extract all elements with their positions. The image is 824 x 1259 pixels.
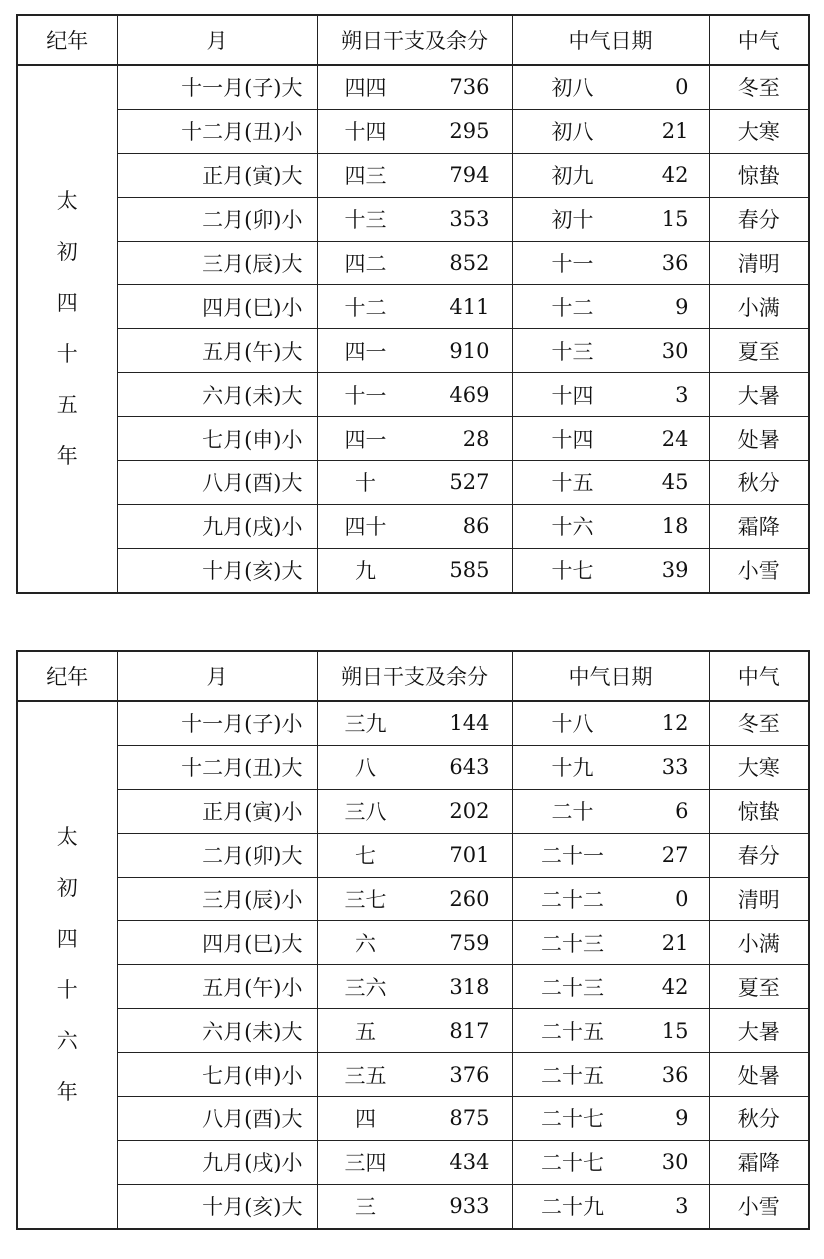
table-row xyxy=(17,65,809,109)
zhongqi-day: 初十 xyxy=(551,208,594,233)
year-char: 年 xyxy=(56,1079,78,1104)
shuo-remainder: 910 xyxy=(449,338,490,363)
table-row xyxy=(17,417,809,461)
shuo-ganzhi: 五 xyxy=(355,1019,376,1044)
zhongqi-date-wrap xyxy=(513,424,709,454)
zhongqi-remainder: 33 xyxy=(661,755,689,780)
zhongqi-day: 十四 xyxy=(551,427,594,452)
shuo-remainder: 434 xyxy=(449,1150,490,1175)
zhongqi-day: 十六 xyxy=(551,515,594,540)
zhongqi-date-wrap xyxy=(513,380,709,410)
shuo-cell xyxy=(317,329,512,373)
zhongqi-cell: 冬至 xyxy=(709,701,809,745)
shuo-wrap xyxy=(318,424,512,454)
zhongqi-remainder: 3 xyxy=(675,382,689,407)
table-row xyxy=(17,1097,809,1141)
zhongqi-date-cell xyxy=(512,921,709,965)
zhongqi-day: 初八 xyxy=(551,76,594,101)
shuo-ganzhi: 四四 xyxy=(344,76,387,101)
zhongqi-day: 十二 xyxy=(551,295,594,320)
shuo-remainder: 202 xyxy=(449,799,490,824)
zhongqi-remainder: 9 xyxy=(675,1106,689,1131)
zhongqi-cell: 处暑 xyxy=(709,417,809,461)
zhongqi-cell: 春分 xyxy=(709,197,809,241)
shuo-wrap xyxy=(318,840,512,870)
zhongqi-remainder: 36 xyxy=(661,1062,689,1087)
zhongqi-cell: 大暑 xyxy=(709,1009,809,1053)
shuo-cell xyxy=(317,285,512,329)
zhongqi-day: 十三 xyxy=(551,339,594,364)
shuo-wrap xyxy=(318,972,512,1002)
zhongqi-date-wrap xyxy=(513,160,709,190)
shuo-cell xyxy=(317,877,512,921)
month-cell: 四月(巳)小 xyxy=(117,285,317,329)
table-row xyxy=(17,1184,809,1228)
month-cell: 四月(巳)大 xyxy=(117,921,317,965)
zhongqi-date-wrap xyxy=(513,1060,709,1090)
zhongqi-date-wrap xyxy=(513,1103,709,1133)
month-cell: 十月(亥)大 xyxy=(117,548,317,592)
zhongqi-date-wrap xyxy=(513,1016,709,1046)
shuo-remainder: 701 xyxy=(449,843,490,868)
zhongqi-remainder: 39 xyxy=(661,558,689,583)
zhongqi-remainder: 30 xyxy=(661,338,689,363)
header-zhongqi-date: 中气日期 xyxy=(512,15,709,65)
month-cell: 正月(寅)小 xyxy=(117,789,317,833)
zhongqi-date-cell xyxy=(512,153,709,197)
month-cell: 七月(申)小 xyxy=(117,417,317,461)
shuo-cell xyxy=(317,373,512,417)
zhongqi-remainder: 42 xyxy=(661,163,689,188)
month-cell: 九月(戌)小 xyxy=(117,504,317,548)
zhongqi-cell: 小满 xyxy=(709,285,809,329)
table-row xyxy=(17,877,809,921)
shuo-cell xyxy=(317,745,512,789)
shuo-cell xyxy=(317,548,512,592)
zhongqi-date-wrap xyxy=(513,336,709,366)
shuo-remainder: 144 xyxy=(449,711,490,736)
shuo-wrap xyxy=(318,511,512,541)
shuo-wrap xyxy=(318,336,512,366)
shuo-wrap xyxy=(318,292,512,322)
month-cell: 十一月(子)大 xyxy=(117,65,317,109)
month-cell: 七月(申)小 xyxy=(117,1053,317,1097)
zhongqi-day: 十四 xyxy=(551,383,594,408)
shuo-ganzhi: 十四 xyxy=(344,120,387,145)
table-row xyxy=(17,921,809,965)
shuo-wrap xyxy=(318,1060,512,1090)
table-row xyxy=(17,373,809,417)
zhongqi-remainder: 45 xyxy=(661,470,689,495)
shuo-remainder: 295 xyxy=(449,119,490,144)
shuo-ganzhi: 四三 xyxy=(344,164,387,189)
zhongqi-day: 十一 xyxy=(551,252,594,276)
month-cell: 六月(未)大 xyxy=(117,373,317,417)
shuo-ganzhi: 三八 xyxy=(344,800,387,825)
shuo-ganzhi: 三七 xyxy=(344,888,387,912)
zhongqi-remainder: 42 xyxy=(661,974,689,999)
header-year: 纪年 xyxy=(17,15,117,65)
month-cell: 三月(辰)小 xyxy=(117,877,317,921)
zhongqi-remainder: 9 xyxy=(675,294,689,319)
month-cell: 八月(酉)大 xyxy=(117,461,317,505)
zhongqi-day: 二十 xyxy=(551,800,594,825)
year-char: 十 xyxy=(56,341,78,366)
zhongqi-remainder: 15 xyxy=(661,207,689,232)
shuo-cell xyxy=(317,833,512,877)
zhongqi-date-cell xyxy=(512,1009,709,1053)
shuo-cell xyxy=(317,965,512,1009)
shuo-wrap xyxy=(318,884,512,914)
zhongqi-day: 二十五 xyxy=(541,1063,604,1088)
zhongqi-date-wrap xyxy=(513,752,709,782)
shuo-cell xyxy=(317,65,512,109)
shuo-remainder: 411 xyxy=(449,294,490,319)
shuo-wrap xyxy=(318,467,512,497)
shuo-ganzhi: 三六 xyxy=(344,975,387,1000)
year-char: 初 xyxy=(56,875,78,900)
zhongqi-cell: 秋分 xyxy=(709,1097,809,1141)
zhongqi-cell: 惊蛰 xyxy=(709,789,809,833)
shuo-ganzhi: 十二 xyxy=(344,295,387,320)
shuo-remainder: 736 xyxy=(449,75,490,100)
zhongqi-date-cell xyxy=(512,461,709,505)
month-cell: 十一月(子)小 xyxy=(117,701,317,745)
zhongqi-cell: 大寒 xyxy=(709,745,809,789)
month-cell: 正月(寅)大 xyxy=(117,153,317,197)
shuo-ganzhi: 七 xyxy=(355,844,376,869)
shuo-ganzhi: 四一 xyxy=(344,339,387,364)
shuo-wrap xyxy=(318,1103,512,1133)
zhongqi-date-wrap xyxy=(513,884,709,914)
shuo-ganzhi: 四 xyxy=(355,1107,376,1132)
zhongqi-date-wrap xyxy=(513,204,709,234)
year-char: 年 xyxy=(56,443,78,468)
zhongqi-date-wrap xyxy=(513,511,709,541)
month-cell: 六月(未)大 xyxy=(117,1009,317,1053)
shuo-ganzhi: 三 xyxy=(355,1195,376,1220)
zhongqi-cell: 小满 xyxy=(709,921,809,965)
header-year: 纪年 xyxy=(17,651,117,701)
month-cell: 十二月(丑)小 xyxy=(117,109,317,153)
zhongqi-remainder: 0 xyxy=(675,75,689,100)
table-row xyxy=(17,701,809,745)
header-zhongqi: 中气 xyxy=(709,15,809,65)
shuo-remainder: 817 xyxy=(449,1018,490,1043)
zhongqi-date-wrap xyxy=(513,467,709,497)
zhongqi-cell: 大暑 xyxy=(709,373,809,417)
zhongqi-remainder: 27 xyxy=(661,843,689,868)
shuo-remainder: 376 xyxy=(449,1062,490,1087)
month-cell: 二月(卯)大 xyxy=(117,833,317,877)
month-cell: 五月(午)大 xyxy=(117,329,317,373)
year-char: 六 xyxy=(56,1028,78,1053)
shuo-wrap xyxy=(318,1147,512,1177)
zhongqi-day: 十九 xyxy=(551,756,594,781)
zhongqi-date-cell xyxy=(512,197,709,241)
table-row xyxy=(17,789,809,833)
table-row xyxy=(17,197,809,241)
zhongqi-remainder: 6 xyxy=(675,799,689,824)
header-month: 月 xyxy=(117,15,317,65)
shuo-wrap xyxy=(318,708,512,738)
shuo-remainder: 469 xyxy=(449,382,490,407)
shuo-wrap xyxy=(318,72,512,102)
zhongqi-date-wrap xyxy=(513,1147,709,1177)
zhongqi-date-wrap xyxy=(513,555,709,585)
zhongqi-date-wrap xyxy=(513,708,709,738)
shuo-cell xyxy=(317,1097,512,1141)
table-row xyxy=(17,285,809,329)
zhongqi-cell: 霜降 xyxy=(709,1140,809,1184)
year-char: 太 xyxy=(56,188,78,213)
zhongqi-day: 十七 xyxy=(551,559,594,584)
zhongqi-date-cell xyxy=(512,109,709,153)
zhongqi-remainder: 18 xyxy=(661,514,689,539)
shuo-cell xyxy=(317,1140,512,1184)
zhongqi-date-cell xyxy=(512,877,709,921)
zhongqi-cell: 秋分 xyxy=(709,461,809,505)
shuo-wrap xyxy=(318,928,512,958)
zhongqi-date-wrap xyxy=(513,72,709,102)
year-cell xyxy=(17,65,117,593)
table-row xyxy=(17,504,809,548)
zhongqi-day: 二十七 xyxy=(541,1151,604,1176)
zhongqi-date-cell xyxy=(512,1097,709,1141)
zhongqi-date-cell xyxy=(512,285,709,329)
zhongqi-remainder: 15 xyxy=(661,1018,689,1043)
shuo-cell xyxy=(317,701,512,745)
year-char: 四 xyxy=(56,926,78,951)
shuo-remainder: 585 xyxy=(449,558,490,583)
month-cell: 三月(辰)大 xyxy=(117,241,317,285)
calendar-table-2 xyxy=(16,650,810,1230)
zhongqi-cell: 夏至 xyxy=(709,329,809,373)
table-row xyxy=(17,965,809,1009)
zhongqi-cell: 春分 xyxy=(709,833,809,877)
zhongqi-date-wrap xyxy=(513,248,709,278)
zhongqi-day: 二十一 xyxy=(541,844,604,869)
zhongqi-day: 十八 xyxy=(551,712,594,737)
zhongqi-date-cell xyxy=(512,1184,709,1228)
header-row xyxy=(17,15,809,65)
table-row xyxy=(17,833,809,877)
header-shuo: 朔日干支及余分 xyxy=(317,651,512,701)
shuo-ganzhi: 六 xyxy=(355,931,376,956)
zhongqi-date-wrap xyxy=(513,116,709,146)
zhongqi-day: 十五 xyxy=(551,471,594,496)
month-cell: 二月(卯)小 xyxy=(117,197,317,241)
shuo-ganzhi: 四一 xyxy=(344,427,387,452)
zhongqi-cell: 大寒 xyxy=(709,109,809,153)
zhongqi-cell: 处暑 xyxy=(709,1053,809,1097)
shuo-remainder: 852 xyxy=(449,251,490,275)
header-row xyxy=(17,651,809,701)
calendar-table-1 xyxy=(16,14,810,594)
zhongqi-date-cell xyxy=(512,65,709,109)
shuo-wrap xyxy=(318,204,512,234)
shuo-remainder: 527 xyxy=(449,470,490,495)
shuo-cell xyxy=(317,417,512,461)
table-row xyxy=(17,153,809,197)
zhongqi-remainder: 36 xyxy=(661,251,689,275)
table-row xyxy=(17,745,809,789)
month-cell: 五月(午)小 xyxy=(117,965,317,1009)
table-row xyxy=(17,109,809,153)
zhongqi-cell: 小雪 xyxy=(709,1184,809,1228)
zhongqi-remainder: 12 xyxy=(661,711,689,736)
shuo-cell xyxy=(317,197,512,241)
zhongqi-remainder: 0 xyxy=(675,887,689,911)
year-char: 初 xyxy=(56,239,78,264)
shuo-ganzhi: 三九 xyxy=(344,712,387,737)
month-cell: 九月(戌)小 xyxy=(117,1140,317,1184)
month-cell: 十月(亥)大 xyxy=(117,1184,317,1228)
year-char: 四 xyxy=(56,290,78,315)
shuo-cell xyxy=(317,153,512,197)
header-zhongqi: 中气 xyxy=(709,651,809,701)
zhongqi-cell: 清明 xyxy=(709,241,809,285)
table-row xyxy=(17,548,809,592)
zhongqi-day: 二十五 xyxy=(541,1019,604,1044)
shuo-remainder: 643 xyxy=(449,755,490,780)
header-month: 月 xyxy=(117,651,317,701)
zhongqi-date-cell xyxy=(512,745,709,789)
zhongqi-remainder: 21 xyxy=(661,119,689,144)
shuo-remainder: 28 xyxy=(462,426,490,451)
shuo-cell xyxy=(317,241,512,285)
zhongqi-date-cell xyxy=(512,417,709,461)
shuo-ganzhi: 八 xyxy=(355,756,376,781)
zhongqi-date-wrap xyxy=(513,928,709,958)
shuo-ganzhi: 九 xyxy=(355,559,376,584)
zhongqi-cell: 冬至 xyxy=(709,65,809,109)
shuo-wrap xyxy=(318,1016,512,1046)
zhongqi-date-cell xyxy=(512,701,709,745)
table-row xyxy=(17,1140,809,1184)
zhongqi-day: 初八 xyxy=(551,120,594,145)
zhongqi-date-wrap xyxy=(513,292,709,322)
zhongqi-date-cell xyxy=(512,504,709,548)
zhongqi-day: 二十七 xyxy=(541,1107,604,1132)
shuo-wrap xyxy=(318,380,512,410)
shuo-cell xyxy=(317,504,512,548)
zhongqi-remainder: 24 xyxy=(661,426,689,451)
shuo-wrap xyxy=(318,248,512,278)
shuo-cell xyxy=(317,109,512,153)
zhongqi-remainder: 30 xyxy=(661,1150,689,1175)
shuo-remainder: 318 xyxy=(449,974,490,999)
zhongqi-date-cell xyxy=(512,1140,709,1184)
shuo-cell xyxy=(317,921,512,965)
table-row xyxy=(17,241,809,285)
month-cell: 八月(酉)大 xyxy=(117,1097,317,1141)
shuo-ganzhi: 十三 xyxy=(344,208,387,233)
year-char: 太 xyxy=(56,824,78,849)
zhongqi-date-cell xyxy=(512,548,709,592)
zhongqi-day: 二十三 xyxy=(541,975,604,1000)
zhongqi-cell: 惊蛰 xyxy=(709,153,809,197)
zhongqi-date-cell xyxy=(512,833,709,877)
zhongqi-cell: 霜降 xyxy=(709,504,809,548)
zhongqi-remainder: 3 xyxy=(675,1194,689,1219)
year-char: 五 xyxy=(56,392,78,417)
zhongqi-remainder: 21 xyxy=(661,930,689,955)
zhongqi-cell: 夏至 xyxy=(709,965,809,1009)
zhongqi-day: 初九 xyxy=(551,164,594,189)
zhongqi-cell: 小雪 xyxy=(709,548,809,592)
zhongqi-date-wrap xyxy=(513,840,709,870)
shuo-wrap xyxy=(318,555,512,585)
zhongqi-date-cell xyxy=(512,373,709,417)
shuo-ganzhi: 四二 xyxy=(344,252,387,276)
zhongqi-date-cell xyxy=(512,1053,709,1097)
table-row xyxy=(17,1009,809,1053)
shuo-remainder: 794 xyxy=(449,163,490,188)
zhongqi-cell: 清明 xyxy=(709,877,809,921)
year-cell xyxy=(17,701,117,1229)
table-row xyxy=(17,1053,809,1097)
zhongqi-day: 二十三 xyxy=(541,931,604,956)
shuo-cell xyxy=(317,1009,512,1053)
shuo-remainder: 353 xyxy=(449,207,490,232)
year-label xyxy=(18,812,117,1118)
zhongqi-date-wrap xyxy=(513,1191,709,1221)
year-label xyxy=(18,176,117,482)
header-zhongqi-date: 中气日期 xyxy=(512,651,709,701)
shuo-remainder: 875 xyxy=(449,1106,490,1131)
shuo-cell xyxy=(317,461,512,505)
shuo-cell xyxy=(317,1184,512,1228)
zhongqi-date-wrap xyxy=(513,796,709,826)
table-row xyxy=(17,329,809,373)
zhongqi-date-cell xyxy=(512,789,709,833)
shuo-ganzhi: 四十 xyxy=(344,515,387,540)
shuo-wrap xyxy=(318,1191,512,1221)
month-cell: 十二月(丑)大 xyxy=(117,745,317,789)
header-shuo: 朔日干支及余分 xyxy=(317,15,512,65)
shuo-wrap xyxy=(318,752,512,782)
shuo-wrap xyxy=(318,116,512,146)
zhongqi-day: 二十二 xyxy=(541,888,604,912)
shuo-remainder: 759 xyxy=(449,930,490,955)
shuo-cell xyxy=(317,1053,512,1097)
shuo-ganzhi: 十一 xyxy=(344,383,387,408)
shuo-remainder: 86 xyxy=(462,514,490,539)
table-row xyxy=(17,461,809,505)
shuo-ganzhi: 三五 xyxy=(344,1063,387,1088)
shuo-remainder: 933 xyxy=(449,1194,490,1219)
zhongqi-date-cell xyxy=(512,329,709,373)
shuo-wrap xyxy=(318,160,512,190)
year-char: 十 xyxy=(56,977,78,1002)
shuo-remainder: 260 xyxy=(449,887,490,911)
shuo-ganzhi: 三四 xyxy=(344,1151,387,1176)
zhongqi-date-wrap xyxy=(513,972,709,1002)
zhongqi-date-cell xyxy=(512,965,709,1009)
zhongqi-date-cell xyxy=(512,241,709,285)
shuo-wrap xyxy=(318,796,512,826)
shuo-ganzhi: 十 xyxy=(355,471,376,496)
shuo-cell xyxy=(317,789,512,833)
zhongqi-day: 二十九 xyxy=(541,1195,604,1220)
